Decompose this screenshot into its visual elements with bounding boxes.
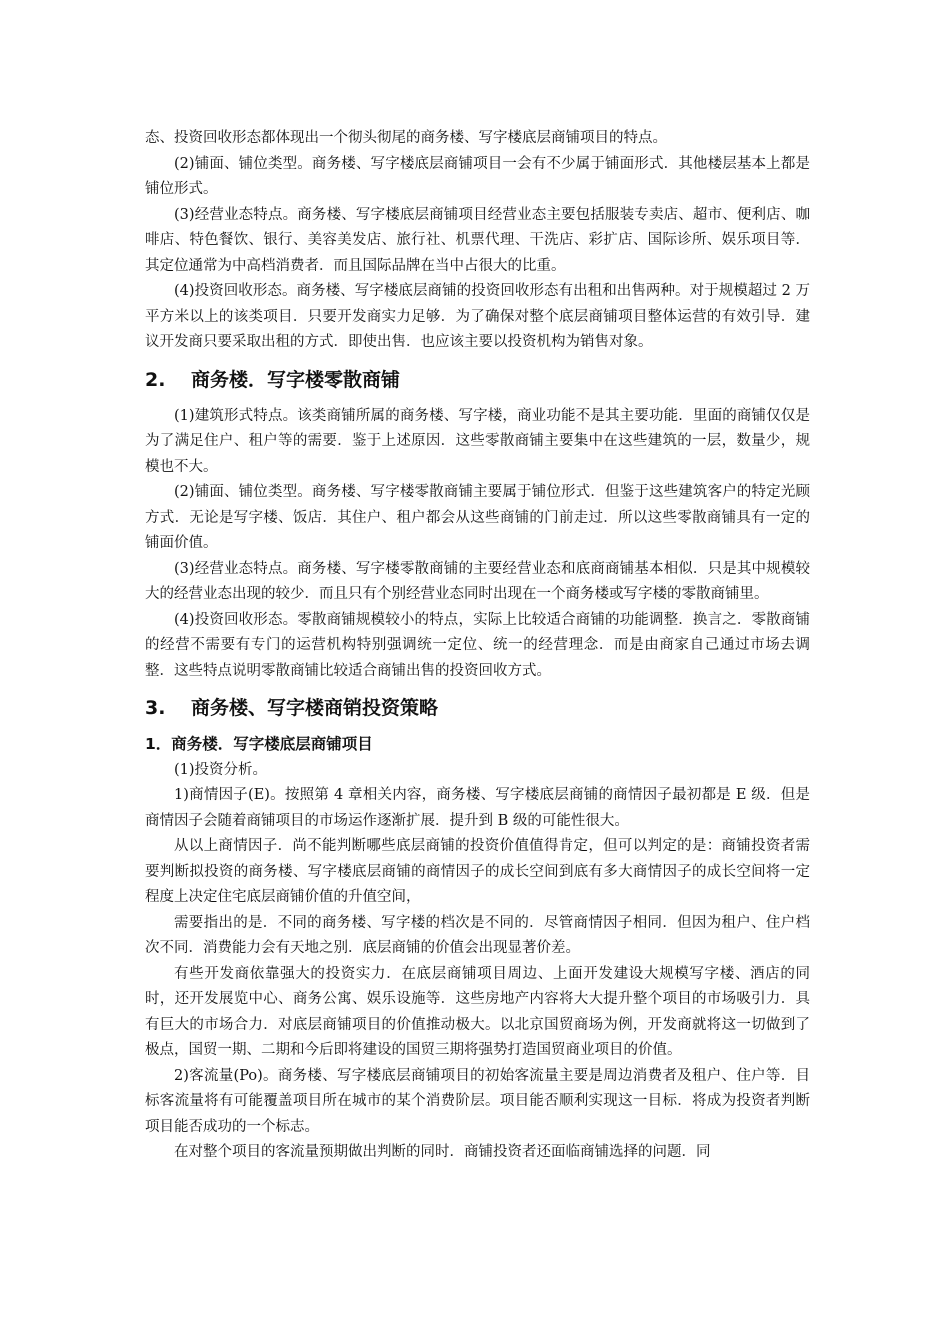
paragraph: (3)经营业态特点。商务楼、写字楼零散商铺的主要经营业态和底商商铺基本相似．只是其中规模较大的经营业态出现的较少．而且只有个别经营业态同时出现在一个商务楼或写字楼的零散商铺里。 [145, 560, 810, 602]
section-heading [145, 694, 810, 722]
section-title: 商务楼、写字楼商销投资策略 [191, 697, 439, 719]
paragraph: 需要指出的是．不同的商务楼、写字楼的档次是不同的．尽管商情因子相同．但因为租户、住户档次不同．消费能力会有天地之别．底层商铺的价值会出现显著价差。 [145, 914, 810, 956]
paragraph: 从以上商情因子．尚不能判断哪些底层商铺的投资价值值得肯定，但可以判定的是：商铺投资者需要判断拟投资的商务楼、写字楼底层商铺的商情因子的成长空间到底有多大商情因子的成长空间将一定程度上决定住宅底层商铺价值的升值空间， [145, 838, 810, 905]
paragraph: (2)铺面、铺位类型。商务楼、写字楼底层商铺项目一会有不少属于铺面形式．其他楼层基本上都是铺位形式。 [145, 155, 810, 197]
section-number: 2. [145, 368, 166, 391]
paragraph: (1)建筑形式特点。该类商铺所属的商务楼、写字楼，商业功能不是其主要功能．里面的商铺仅仅是为了满足住户、租户等的需要．鉴于上述原因．这些零散商铺主要集中在这些建筑的一层，数量少，规模也不大。 [145, 407, 810, 475]
paragraph: (4)投资回收形态。零散商铺规模较小的特点，实际上比较适合商铺的功能调整．换言之．零散商铺的经营不需要有专门的运营机构特别强调统一定位、统一的经营理念．而是由商家自己通过市场去调整．这些特点说明零散商铺比较适合商铺出售的投资回收方式。 [145, 611, 810, 679]
section-title: 商务楼．写字楼零散商铺 [191, 368, 401, 391]
paragraph: 1)商情因子(E)。按照第 4 章相关内容，商务楼、写字楼底层商铺的商情因子最初都是 E 级．但是商情因子会随着商铺项目的市场运作逐渐扩展．提升到 B 级的可能性很大。 [145, 787, 810, 829]
paragraph: 在对整个项目的客流量预期做出判断的同时．商铺投资者还面临商铺选择的问题．同 [174, 1144, 711, 1160]
paragraph: (3)经营业态特点。商务楼、写字楼底层商铺项目经营业态主要包括服装专卖店、超市、便利店、咖啡店、特色餐饮、银行、美容美发店、旅行社、机票代理、干洗店、彩扩店、国际诊所、娱乐项目等．其定位通常为中高档消费者．而且国际品牌在当中占很大的比重。 [145, 206, 810, 274]
paragraph: 有些开发商依靠强大的投资实力．在底层商铺项目周边、上面开发建设大规模写字楼、酒店的同时，还开发展览中心、商务公寓、娱乐设施等．这些房地产内容将大大提升整个项目的市场吸引力．具有巨大的市场合力．对底层商铺项目的价值推动极大。以北京国贸商场为例，开发商就将这一切做到了极点，国贸一期、二期和今后即将建设的国贸三期将强势打造国贸商业项目的价值。 [145, 965, 810, 1058]
paragraph: 态、投资回收形态都体现出一个彻头彻尾的商务楼、写字楼底层商铺项目的特点。 [145, 130, 667, 146]
paragraph: (1)投资分析。 [174, 761, 268, 778]
paragraph: (2)铺面、铺位类型。商务楼、写字楼零散商铺主要属于铺位形式．但鉴于这些建筑客户的特定光顾方式．无论是写字楼、饭店．其住户、租户都会从这些商铺的门前走过．所以这些零散商铺具有一定的铺面价值。 [145, 484, 810, 551]
section-number: 3. [145, 697, 166, 719]
paragraph: (4)投资回收形态。商务楼、写字楼底层商铺的投资回收形态有出租和出售两种。对于规模超过 2 万平方米以上的该类项目．只要开发商实力足够．为了确保对整个底层商铺项目整体运营的有效引导．建议开发商只要采取出租的方式．即使出售．也应该主要以投资机构为销售对象。 [145, 283, 810, 350]
section-heading [145, 366, 810, 394]
subsection-heading: 1．商务楼．写字楼底层商铺项目 [145, 735, 373, 753]
paragraph: 2)客流量(Po)。商务楼、写字楼底层商铺项目的初始客流量主要是周边消费者及租户、住户等．目标客流量将有可能覆盖项目所在城市的某个消费阶层。项目能否顺利实现这一目标．将成为投资者判断项目能否成功的一个标志。 [145, 1067, 810, 1135]
